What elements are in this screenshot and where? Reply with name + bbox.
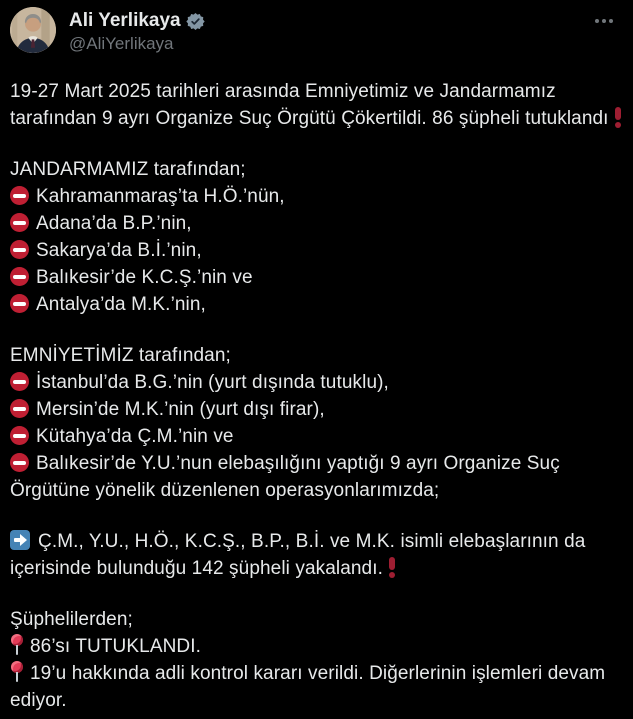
post-line <box>10 450 623 504</box>
post-text-segment: Balıkesir’de Y.U.’nun elebaşılığını yaptığı 9 ayrı Organize Suç Örgütüne yönelik düzenlenen operasyonlarımızda; <box>10 453 560 501</box>
post-line <box>10 606 623 633</box>
post-line <box>10 423 623 450</box>
paragraph-gap <box>10 132 623 156</box>
exclamation-emoji-icon <box>613 107 623 128</box>
more-dot <box>609 19 613 23</box>
no-entry-emoji-icon <box>10 399 29 418</box>
post-line <box>10 183 623 210</box>
post-line <box>10 291 623 318</box>
tweet-header <box>10 5 623 54</box>
user-identity <box>69 5 205 54</box>
avatar[interactable] <box>10 7 56 53</box>
arrow-right-emoji-icon <box>10 530 30 550</box>
post-text-segment: Mersin’de M.K.’nin (yurt dışı firar), <box>36 399 325 420</box>
exclamation-emoji-icon <box>387 557 397 578</box>
post-text-segment: İstanbul’da B.G.’nin (yurt dışında tutuklu), <box>36 372 389 393</box>
user-handle[interactable]: @AliYerlikaya <box>69 34 174 53</box>
post-line <box>10 78 623 132</box>
paragraph-gap <box>10 318 623 342</box>
post-line <box>10 156 623 183</box>
post-text-segment: 86’sı TUTUKLANDI. <box>30 636 201 657</box>
post-line <box>10 396 623 423</box>
avatar-portrait <box>10 7 56 53</box>
post-line <box>10 342 623 369</box>
no-entry-emoji-icon <box>10 240 29 259</box>
post-text-segment: 19’u hakkında adli kontrol kararı verildi. Diğerlerinin işlemleri devam ediyor. <box>10 663 606 711</box>
paragraph-gap <box>10 504 623 528</box>
post-line <box>10 528 623 582</box>
post-text-segment: Antalya’da M.K.’nin, <box>36 294 206 315</box>
post-text-segment: 19-27 Mart 2025 tarihleri arasında Emniyetimiz ve Jandarmamız tarafından 9 ayrı Organize Suç Örgütü Çökertildi. 86 şüpheli tutuklandı <box>10 81 609 129</box>
post-line <box>10 369 623 396</box>
post-text-segment: Şüphelilerden; <box>10 609 133 630</box>
post-line <box>10 633 623 660</box>
verified-badge-icon <box>186 12 205 31</box>
post-line <box>10 237 623 264</box>
display-name[interactable]: Ali Yerlikaya <box>69 10 181 31</box>
no-entry-emoji-icon <box>10 426 29 445</box>
post-text-segment: Sakarya’da B.İ.’nin, <box>36 240 202 261</box>
post-text-segment: Balıkesir’de K.C.Ş.’nin ve <box>36 267 253 288</box>
name-row <box>69 10 205 32</box>
no-entry-emoji-icon <box>10 453 29 472</box>
no-entry-emoji-icon <box>10 294 29 313</box>
post-line <box>10 210 623 237</box>
post-text-segment: Kahramanmaraş’ta H.Ö.’nün, <box>36 186 285 207</box>
post-text-segment: Kütahya’da Ç.M.’nin ve <box>36 426 234 447</box>
more-button[interactable] <box>589 11 619 31</box>
pushpin-emoji-icon <box>10 634 23 656</box>
no-entry-emoji-icon <box>10 372 29 391</box>
no-entry-emoji-icon <box>10 267 29 286</box>
pushpin-emoji-icon <box>10 661 23 683</box>
paragraph-gap <box>10 582 623 606</box>
post-line <box>10 264 623 291</box>
no-entry-emoji-icon <box>10 186 29 205</box>
post-text-segment: Ç.M., Y.U., H.Ö., K.C.Ş., B.P., B.İ. ve M.K. isimli elebaşlarının da içerisinde bulunduğu 142 şüpheli yakalandı. <box>10 531 586 579</box>
post-line <box>10 660 623 714</box>
post-text <box>10 78 623 714</box>
no-entry-emoji-icon <box>10 213 29 232</box>
more-dot <box>602 19 606 23</box>
post-text-segment: Adana’da B.P.’nin, <box>36 213 192 234</box>
post-text-segment: JANDARMAMIZ tarafından; <box>10 159 246 180</box>
more-dot <box>595 19 599 23</box>
post-text-segment: EMNİYETİMİZ tarafından; <box>10 345 231 366</box>
